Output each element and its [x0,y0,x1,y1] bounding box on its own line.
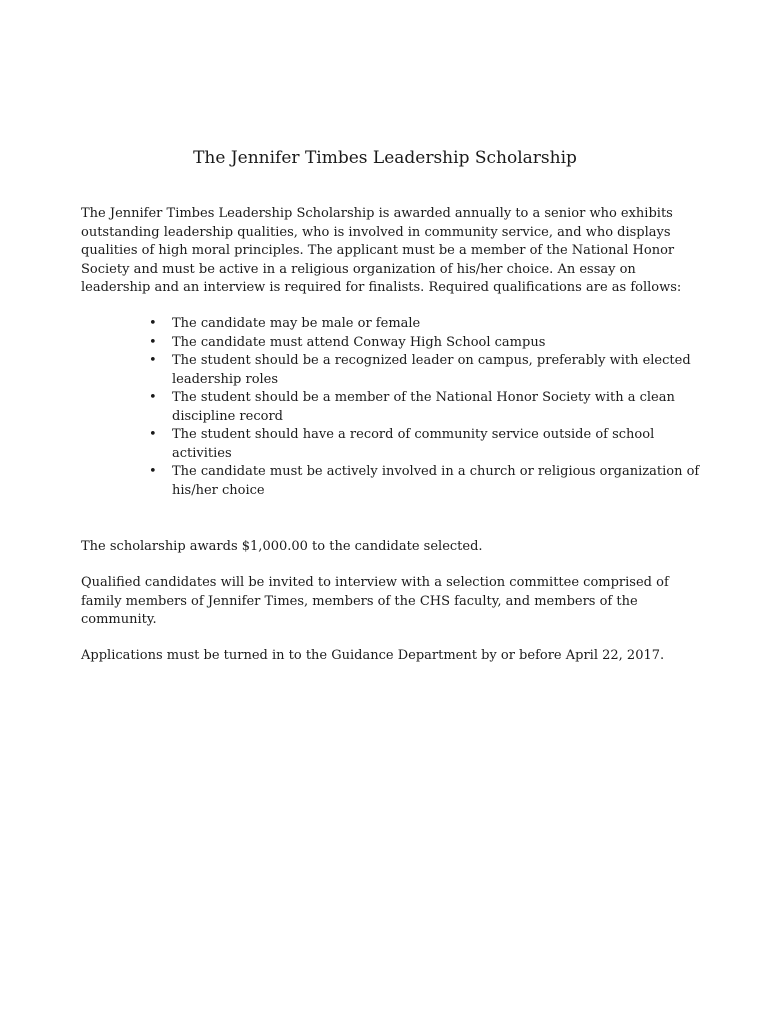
qualification-text: The candidate must be actively involved in a church or religious organization of his/her choice [172,464,700,498]
bullet-icon: • [149,390,157,405]
qualification-item [146,426,701,463]
qualification-text: The student should be a recognized leader on campus, preferably with elected leadership roles [172,353,691,387]
bullet-icon: • [149,316,157,331]
intro-paragraph: The Jennifer Timbes Leadership Scholarship is awarded annually to a senior who exhibits outstanding leadership qualities, who is involved in community service, and who displays qualities of high moral principles. The applicant must be a member of the National Honor Society and must be active in a religious organization of his/her choice. An essay on leadership and an interview is required for finalists. Required qualifications are as follows: [81,206,682,295]
committee-paragraph: Qualified candidates will be invited to interview with a selection committee comprised of family members of Jennifer Times, members of the CHS faculty, and members of the community. [81,575,669,627]
award-paragraph: The scholarship awards $1,000.00 to the candidate selected. [81,539,483,554]
bullet-icon: • [149,427,157,442]
qualification-item [146,352,701,389]
document-title: The Jennifer Timbes Leadership Scholarship [193,148,577,168]
deadline-paragraph: Applications must be turned in to the Guidance Department by or before April 22, 2017. [81,648,665,663]
bullet-icon: • [149,464,157,479]
bullet-icon: • [149,353,157,368]
qualification-text: The candidate must attend Conway High School campus [172,334,546,350]
qualifications-list [146,315,701,500]
qualification-text: The student should have a record of community service outside of school activities [172,427,655,461]
qualification-text: The candidate may be male or female [172,316,421,331]
qualification-item [146,463,701,500]
qualification-item [146,315,701,334]
qualification-text: The student should be a member of the National Honor Society with a clean discipline record [172,390,675,424]
qualification-item [146,389,701,426]
qualification-item [146,334,701,353]
bullet-icon: • [149,334,157,350]
